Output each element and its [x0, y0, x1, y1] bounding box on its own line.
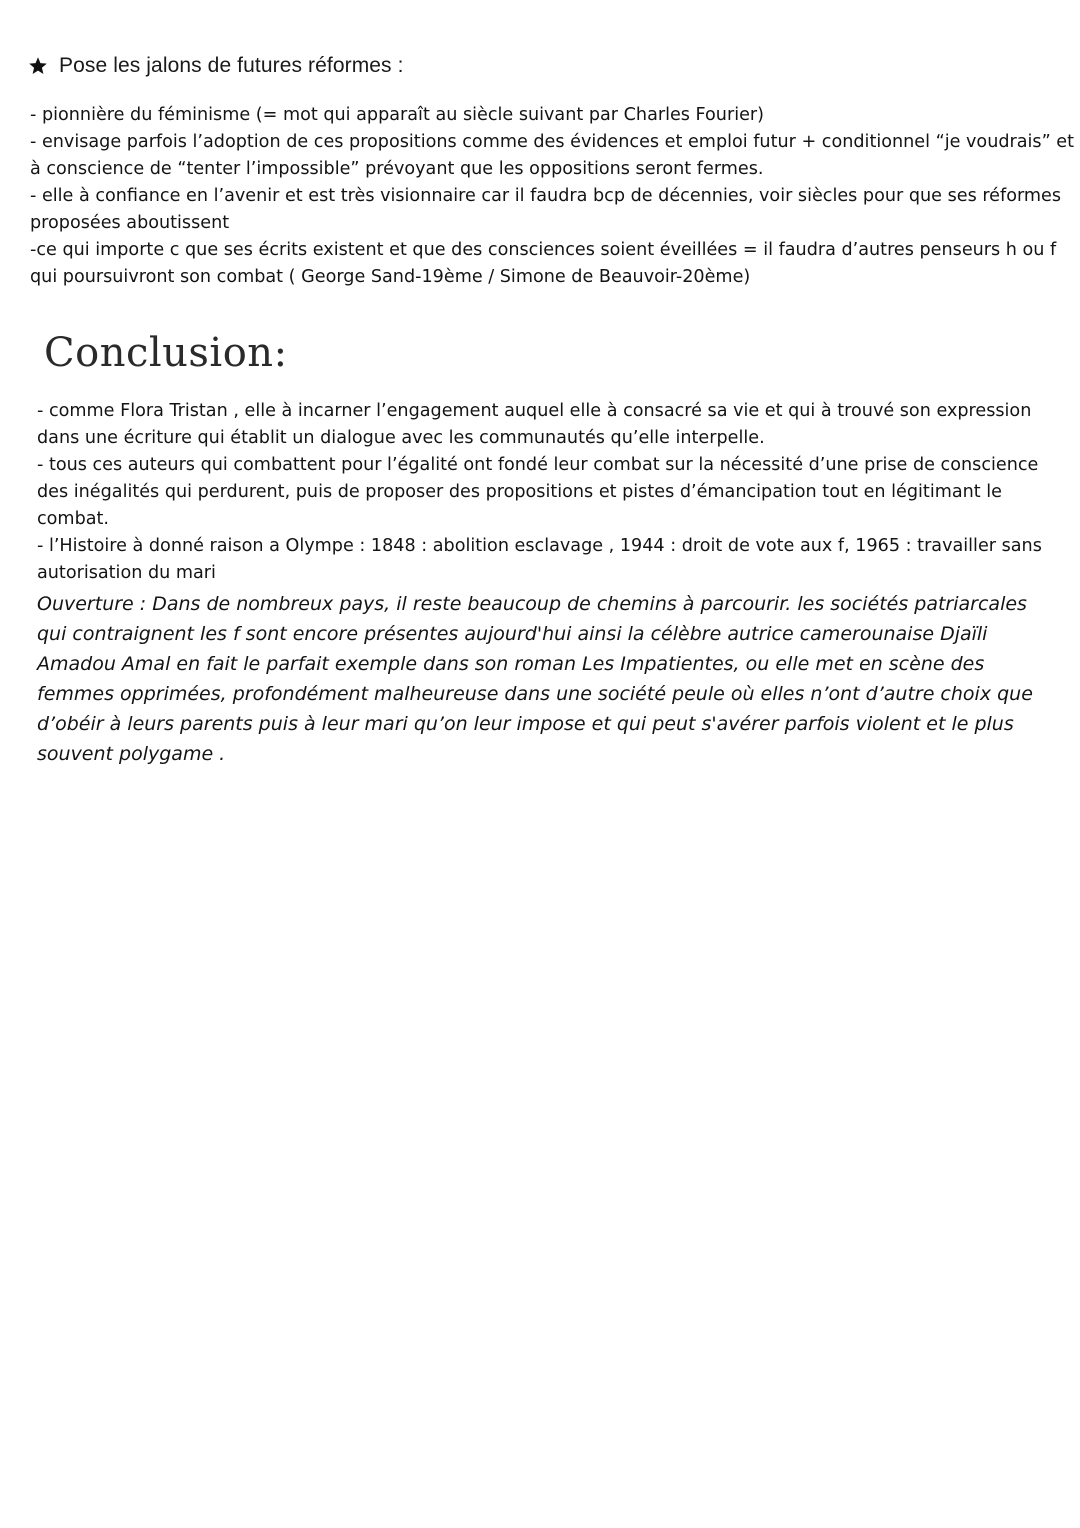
conclusion-point: - l’Histoire à donné raison a Olympe : 1848 : abolition esclavage , 1944 : droit de vote aux f, 1965 : travailler sans autorisation du mari	[37, 536, 1042, 583]
conclusion-list	[37, 398, 1067, 587]
reforms-heading-text: Pose les jalons de futures réformes :	[59, 54, 404, 77]
conclusion-point: - comme Flora Tristan , elle à incarner l’engagement auquel elle à consacré sa vie et qui à trouvé son expression dans une écriture qui établit un dialogue avec les communautés qu’elle interpelle.	[37, 401, 1032, 448]
reforms-point: - pionnière du féminisme (= mot qui apparaît au siècle suivant par Charles Fourier)	[30, 105, 765, 125]
reforms-list	[30, 102, 1076, 291]
reforms-heading	[28, 54, 404, 78]
star-icon	[28, 56, 48, 76]
reforms-point: -ce qui importe c que ses écrits existent et que des consciences soient éveillées = il faudra d’autres penseurs h ou f qui poursuivront son combat ( George Sand-19ème / Simone de Beauvoir-20ème)	[30, 240, 1057, 287]
conclusion-title: Conclusion:	[44, 330, 288, 376]
reforms-point: - envisage parfois l’adoption de ces propositions comme des évidences et emploi futur + conditionnel “je voudrais” et à conscience de “tenter l’impossible” prévoyant que les oppositions seront fermes.	[30, 132, 1075, 179]
opening-paragraph: Ouverture : Dans de nombreux pays, il reste beaucoup de chemins à parcourir. les sociétés patriarcales qui contraignent les f sont encore présentes aujourd'hui ainsi la célèbre autrice camerounaise Djaïli Amadou Amal en fait le parfait exemple dans son roman Les Impatientes, ou elle met en scène des femmes opprimées, profondément malheureuse dans une société peule où elles n’ont d’autre choix que d’obéir à leurs parents puis à leur mari qu’on leur impose et qui peut s'avérer parfois violent et le plus souvent polygame .	[37, 593, 1033, 765]
conclusion-point: - tous ces auteurs qui combattent pour l’égalité ont fondé leur combat sur la nécessité d’une prise de conscience des inégalités qui perdurent, puis de proposer des propositions et pistes d’émancipation tout en légitimant le combat.	[37, 455, 1039, 529]
reforms-point: - elle à confiance en l’avenir et est très visionnaire car il faudra bcp de décennies, voir siècles pour que ses réformes proposées aboutissent	[30, 186, 1062, 233]
